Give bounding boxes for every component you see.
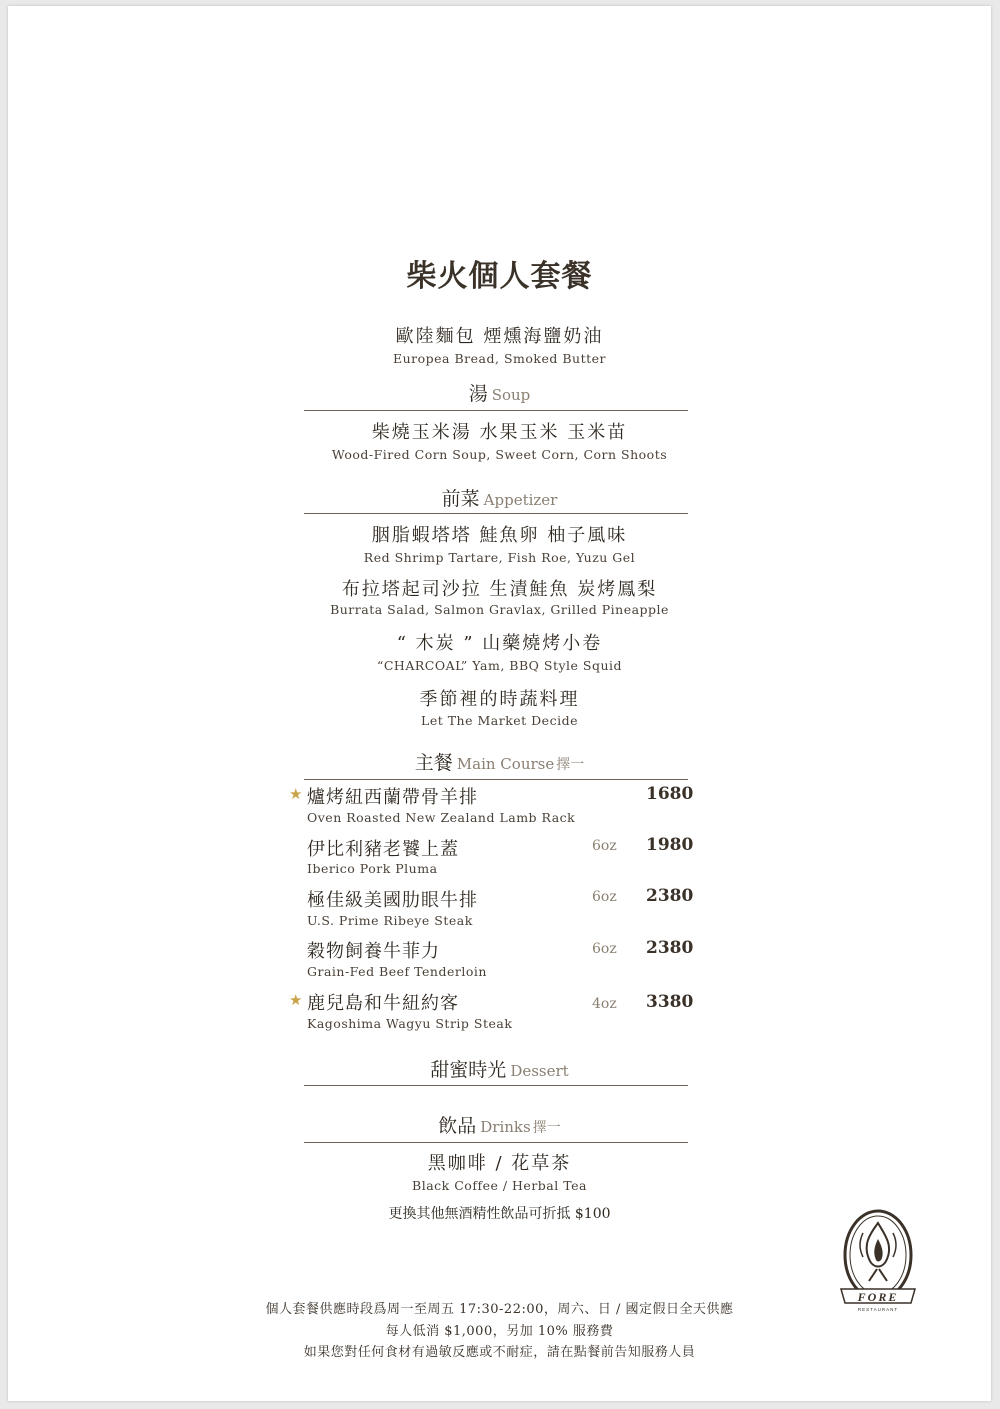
appetizer-header-zh: 前菜 — [441, 488, 480, 510]
footer-line: 如果您對任何食材有過敏反應或不耐症，請在點餐前告知服務人員 — [303, 1345, 696, 1360]
main-item-en: Kagoshima Wagyu Strip Steak — [307, 1016, 513, 1031]
appetizer-header — [8, 484, 991, 511]
star-icon: ★ — [289, 991, 303, 1009]
drinks-note: 更換其他無酒精性飲品可折抵 $100 — [388, 1206, 611, 1222]
drinks-header-note: 擇一 — [532, 1120, 561, 1136]
bread-en: Europea Bread, Smoked Butter — [392, 351, 606, 366]
main-item-en: Oven Roasted New Zealand Lamb Rack — [307, 810, 576, 825]
dessert-divider — [304, 1085, 688, 1086]
drinks-item-zh: 黑咖啡 / 花草茶 — [427, 1153, 572, 1174]
star-icon: ★ — [289, 785, 303, 803]
appetizer-divider — [304, 513, 688, 514]
main-item-zh: 伊比利豬老饕上蓋 — [307, 839, 459, 860]
main-item-price: 3380 — [646, 992, 694, 1012]
footer-line: 個人套餐供應時段爲周一至周五 17:30-22:00，周六、日 / 國定假日全天供應 — [265, 1302, 734, 1317]
appetizer-item-zh: 布拉塔起司沙拉 生漬鮭魚 炭烤鳳梨 — [341, 579, 658, 600]
soup-divider — [304, 410, 688, 411]
appetizer-item-en: “CHARCOAL” Yam, BBQ Style Squid — [376, 658, 623, 673]
main-item-en: Iberico Pork Pluma — [307, 861, 438, 876]
soup-item-zh: 柴燒玉米湯 水果玉米 玉米苗 — [371, 422, 628, 443]
main-header-zh: 主餐 — [414, 752, 453, 774]
soup-header-zh: 湯 — [468, 383, 488, 405]
main-item-weight: 6oz — [592, 838, 617, 854]
main-divider — [304, 779, 688, 780]
appetizer-header-en: Appetizer — [483, 491, 558, 509]
main-item-weight: 6oz — [592, 889, 617, 905]
logo-subtext: RESTAURANT — [857, 1307, 899, 1312]
main-item-en: U.S. Prime Ribeye Steak — [307, 913, 473, 928]
main-item-weight: 4oz — [592, 996, 617, 1012]
appetizer-item-en: Let The Market Decide — [421, 713, 578, 728]
soup-header — [8, 379, 991, 406]
main-header-en: Main Course — [456, 755, 555, 773]
main-item-zh: 極佳級美國肋眼牛排 — [307, 890, 478, 911]
drinks-header — [8, 1111, 991, 1138]
main-header — [8, 748, 991, 775]
bread-zh: 歐陸麵包 煙燻海鹽奶油 — [395, 326, 604, 347]
main-item-weight: 6oz — [592, 941, 617, 957]
appetizer-item-en: Red Shrimp Tartare, Fish Roe, Yuzu Gel — [363, 550, 636, 565]
menu-title: 柴火個人套餐 — [406, 259, 593, 294]
main-item-zh: 穀物飼養牛菲力 — [307, 941, 440, 962]
main-item-price: 2380 — [646, 886, 694, 906]
dessert-header-en: Dessert — [510, 1062, 569, 1080]
main-item-price: 1680 — [646, 784, 694, 804]
main-header-note: 擇一 — [556, 757, 585, 773]
main-item-en: Grain-Fed Beef Tenderloin — [307, 964, 487, 979]
main-item-price: 1980 — [646, 835, 694, 855]
menu-page — [8, 6, 991, 1401]
soup-item-en: Wood-Fired Corn Soup, Sweet Corn, Corn Shoots — [331, 447, 668, 462]
appetizer-item-en: Burrata Salad, Salmon Gravlax, Grilled Pineapple — [330, 602, 669, 617]
footer-line: 每人低消 $1,000，另加 10% 服務費 — [385, 1324, 614, 1339]
drinks-divider — [304, 1142, 688, 1143]
drinks-header-en: Drinks — [480, 1118, 531, 1136]
dessert-header — [8, 1055, 991, 1082]
main-item-price: 2380 — [646, 938, 694, 958]
dessert-header-zh: 甜蜜時光 — [430, 1059, 507, 1081]
logo-text: FORE — [857, 1290, 899, 1304]
drinks-item-en: Black Coffee / Herbal Tea — [412, 1178, 587, 1193]
appetizer-item-zh: 胭脂蝦塔塔 鮭魚卵 柚子風味 — [371, 525, 628, 546]
soup-header-en: Soup — [491, 386, 531, 404]
appetizer-item-zh: 季節裡的時蔬料理 — [419, 689, 580, 710]
appetizer-item-zh: “ 木炭 ” 山藥燒烤小卷 — [396, 633, 603, 654]
drinks-header-zh: 飲品 — [438, 1115, 477, 1137]
main-item-zh: 鹿兒島和牛紐約客 — [307, 993, 459, 1014]
main-item-zh: 爐烤紐西蘭帶骨羊排 — [307, 787, 478, 808]
